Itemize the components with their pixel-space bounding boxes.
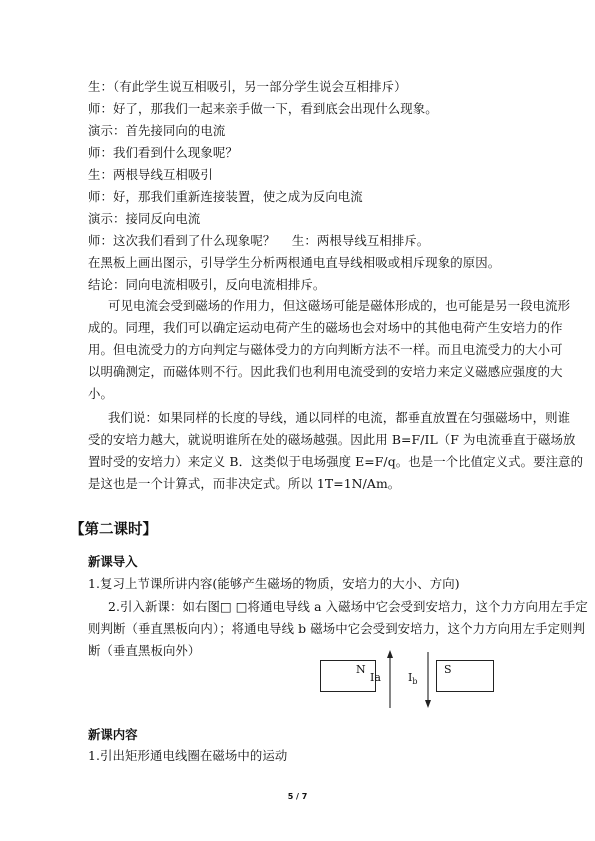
intro-item: 1.复习上节课所讲内容(能够产生磁场的物质，安培力的大小、方向) bbox=[88, 576, 460, 591]
north-pole-label: N bbox=[356, 663, 366, 676]
intro-item: 则判断（垂直黑板向内）；将通电导线 b 磁场中它会受到安培力，这个力方向用左手定则判 bbox=[88, 621, 586, 636]
content-heading: 新课内容 bbox=[88, 727, 138, 742]
page-number: 5 / 7 bbox=[287, 792, 308, 801]
paragraph-line: 是这也是一个计算式，而非决定式。所以 1T=1N/Am。 bbox=[88, 476, 401, 491]
magnet-figure bbox=[310, 648, 490, 718]
intro-item: 2.引入新课：如右图□ □将通电导线 a 入磁场中它会受到安培力，这个力方向用左手定 bbox=[108, 599, 588, 614]
intro-heading: 新课导入 bbox=[88, 554, 138, 569]
paragraph-line: 成的。同理，我们可以确定运动电荷产生的磁场也会对场中的其他电荷产生安培力的作 bbox=[88, 320, 563, 335]
paragraph-line: 我们说：如果同样的长度的导线，通以同样的电流，都垂直放置在匀强磁场中，则谁 bbox=[108, 410, 571, 425]
intro-item: 断（垂直黑板向外） bbox=[88, 643, 201, 658]
dialogue-line: 在黑板上画出图示，引导学生分析两根通电直导线相吸或相斥现象的原因。 bbox=[88, 255, 501, 270]
paragraph-line: 可见电流会受到磁场的作用力，但这磁场可能是磁体形成的，也可能是另一段电流形 bbox=[108, 298, 571, 313]
paragraph-line: 受的安培力越大，就说明谁所在处的磁场越强。因此用 B=F/IL（F 为电流垂直于磁场放 bbox=[88, 432, 576, 447]
dialogue-line: 演示：首先接同向的电流 bbox=[88, 123, 226, 138]
paragraph-line: 用。但电流受力的方向判定与磁体受力的方向判断方法不一样。而且电流受力的大小可 bbox=[88, 342, 563, 357]
dialogue-line: 生：（有此学生说互相吸引，另一部分学生说会互相排斥） bbox=[88, 79, 407, 94]
dialogue-line: 师：我们看到什么现象呢？ bbox=[88, 145, 238, 160]
dialogue-line: 师：好了，那我们一起来亲手做一下，看到底会出现什么现象。 bbox=[88, 101, 438, 116]
paragraph-line: 置时受的安培力）来定义 B．这类似于电场强度 E=F/q。也是一个比值定义式。要注意的 bbox=[88, 454, 584, 469]
wire-b-label: $I_b$ bbox=[408, 671, 418, 687]
wire-b-arrow-icon bbox=[425, 652, 431, 708]
paragraph-line: 小。 bbox=[88, 386, 113, 401]
wire-arrows bbox=[310, 648, 490, 718]
section-title: 【第二课时】 bbox=[70, 522, 157, 538]
wire-a-arrow-icon bbox=[387, 650, 393, 708]
paragraph-line: 以明确测定，而磁体则不行。因此我们也利用电流受到的安培力来定义磁感应强度的大 bbox=[88, 364, 563, 379]
conclusion-line: 结论：同向电流相吸引，反向电流相排斥。 bbox=[88, 277, 326, 292]
dialogue-line: 演示：接同反向电流 bbox=[88, 211, 201, 226]
dialogue-line: 生：两根导线互相吸引 bbox=[88, 167, 213, 182]
wire-a-label: Ia bbox=[370, 671, 381, 684]
dialogue-line: 师：好，那我们重新连接装置，使之成为反向电流 bbox=[88, 189, 363, 204]
south-pole-label: S bbox=[444, 663, 452, 676]
dialogue-line: 师：这次我们看到了什么现象呢？ 生：两根导线互相排斥。 bbox=[88, 233, 430, 248]
content-item: 1.引出矩形通电线圈在磁场中的运动 bbox=[88, 748, 288, 763]
